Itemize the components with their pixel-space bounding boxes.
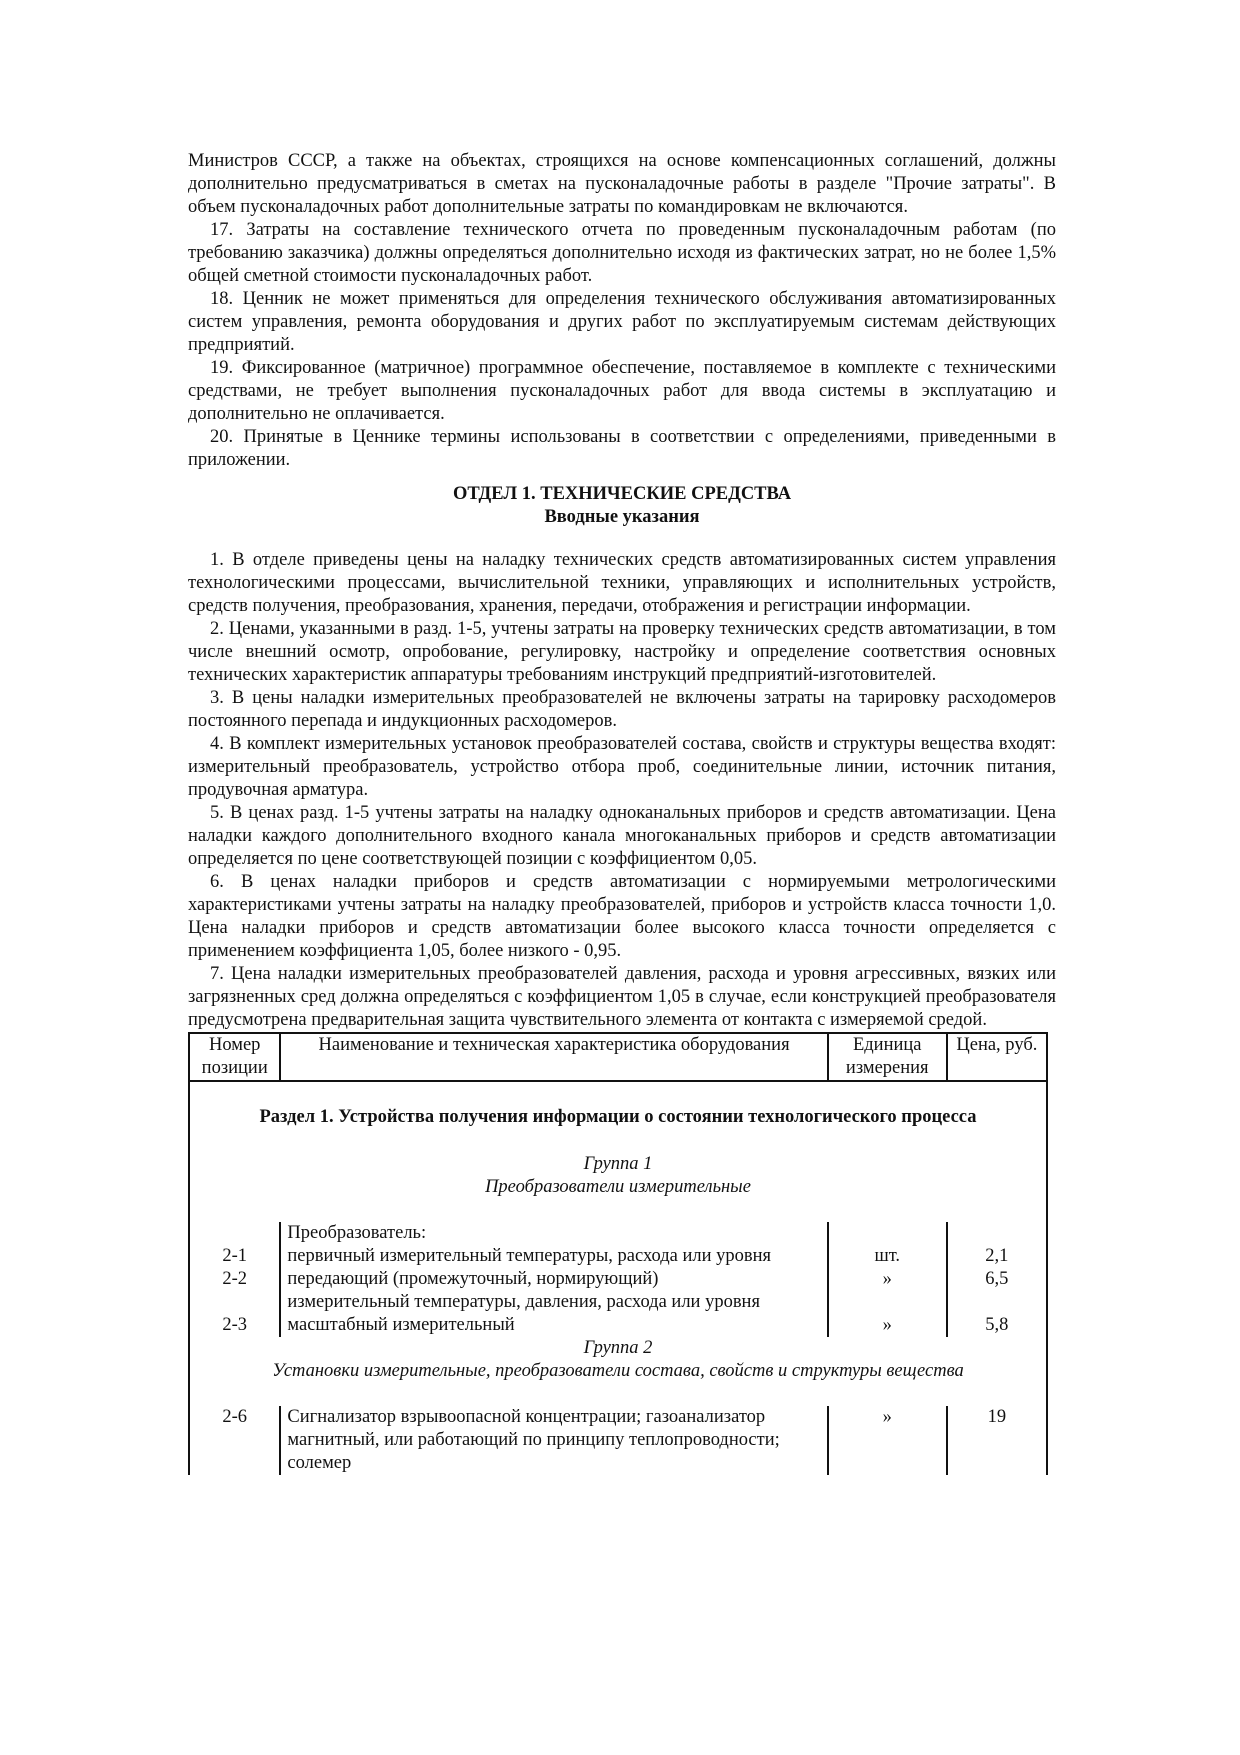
instruction-5: 5. В ценах разд. 1-5 учтены затраты на наладку одноканальных приборов и средств автоматизации. Цена наладки каждого дополнительного входного канала многоканальных приборов и средств автоматизации определяется по цене соответствующей позиции с коэффициентом 0,05. — [188, 803, 1056, 869]
table-row — [189, 1314, 1047, 1337]
price-table — [188, 1032, 1048, 1475]
table-row — [189, 1245, 1047, 1268]
paragraph-18: 18. Ценник не может применяться для определения технического обслуживания автоматизированных систем управления, ремонта оборудования и других работ по эксплуатируемым системам действующих предприятий. — [188, 289, 1056, 355]
group-2-name: Установки измерительные, преобразователи состава, свойств и структуры вещества — [189, 1360, 1047, 1383]
table-row — [189, 1222, 1047, 1245]
section-title: Раздел 1. Устройства получения информации о состоянии технологического процесса — [189, 1081, 1047, 1153]
paragraph-17: 17. Затраты на составление технического отчета по проведенным пусконаладочным работам (по требованию заказчика) должны определяться дополнительно исходя из фактических затрат, но не более 1,5% общей сметной стоимости пусконаладочных работ. — [188, 220, 1056, 286]
section-row — [189, 1081, 1047, 1153]
header-position-number: Номер позиции — [189, 1033, 280, 1081]
paragraph-continued: Министров СССР, а также на объектах, строящихся на основе компенсационных соглашений, должны дополнительно предусматриваться в сметах на пусконаладочные работы в разделе "Прочие затраты". В объем пусконаладочных работ дополнительные затраты по командировкам не включаются. — [188, 151, 1056, 217]
instruction-7: 7. Цена наладки измерительных преобразователей давления, расхода и уровня агрессивных, вязких или загрязненных сред должна определяться с коэффициентом 1,05 в случае, если конструкцией преобразователя предусмотрена предварительная защита чувствительного элемента от контакта с измеряемой средой. — [188, 964, 1056, 1030]
cell-unit — [828, 1222, 947, 1245]
spacer-row — [189, 1383, 1047, 1406]
cell-name: измерительный температуры, давления, расхода или уровня — [280, 1291, 827, 1314]
department-title: ОТДЕЛ 1. ТЕХНИЧЕСКИЕ СРЕДСТВА — [452, 484, 792, 504]
cell-num: 2-2 — [189, 1268, 280, 1291]
instruction-4: 4. В комплект измерительных установок преобразователей состава, свойств и структуры вещества входят: измерительный преобразователь, устройство отбора проб, соединительные линии, источник питания, продувочная арматура. — [188, 734, 1056, 800]
group-2-title: Группа 2 — [189, 1337, 1047, 1360]
cell-num: 2-1 — [189, 1245, 280, 1268]
cell-name: первичный измерительный температуры, расхода или уровня — [280, 1245, 827, 1268]
instruction-6: 6. В ценах наладки приборов и средств автоматизации с нормируемыми метрологическими характеристиками учтены затраты на наладку преобразователей, приборов и устройств класса точности 1,0. Цена наладки приборов и средств автоматизации более высокого класса точности определяется с применением коэффициента 1,05, более низкого - 0,95. — [188, 872, 1056, 961]
cell-num — [189, 1222, 280, 1245]
paragraph-20: 20. Принятые в Ценнике термины использованы в соответствии с определениями, приведенными в приложении. — [188, 427, 1056, 470]
table-row — [189, 1406, 1047, 1475]
cell-price — [947, 1291, 1047, 1314]
paragraph-19: 19. Фиксированное (матричное) программное обеспечение, поставляемое в комплекте с техническими средствами, не требует выполнения пусконаладочных работ для ввода системы в эксплуатацию и дополнительно не оплачивается. — [188, 358, 1056, 424]
cell-name: Сигнализатор взрывоопасной концентрации; газоанализатор магнитный, или работающий по принципу теплопроводности; солемер — [280, 1406, 827, 1475]
cell-num: 2-6 — [189, 1406, 280, 1475]
cell-name: Преобразователь: — [280, 1222, 827, 1245]
group-1-title: Группа 1 — [189, 1153, 1047, 1176]
table-header-row — [189, 1033, 1047, 1081]
document-page — [188, 150, 1056, 1475]
section-subtitle: Вводные указания — [544, 507, 700, 527]
cell-num — [189, 1291, 280, 1314]
cell-num: 2-3 — [189, 1314, 280, 1337]
cell-price: 6,5 — [947, 1268, 1047, 1291]
header-unit: Единица измерения — [828, 1033, 947, 1081]
group-name-row — [189, 1176, 1047, 1199]
group-title-row — [189, 1153, 1047, 1176]
cell-unit: шт. — [828, 1245, 947, 1268]
cell-unit: » — [828, 1314, 947, 1337]
header-price: Цена, руб. — [947, 1033, 1047, 1081]
group-name-row — [189, 1360, 1047, 1383]
cell-name: передающий (промежуточный, нормирующий) — [280, 1268, 827, 1291]
cell-price: 2,1 — [947, 1245, 1047, 1268]
cell-price — [947, 1222, 1047, 1245]
cell-unit — [828, 1291, 947, 1314]
spacer-row — [189, 1199, 1047, 1222]
cell-unit: » — [828, 1406, 947, 1475]
instruction-1: 1. В отделе приведены цены на наладку технических средств автоматизированных систем управления технологическими процессами, вычислительной техники, управляющих и исполнительных устройств, средств получения, преобразования, хранения, передачи, отображения и регистрации информации. — [188, 550, 1056, 616]
cell-unit: » — [828, 1268, 947, 1291]
header-equipment-name: Наименование и техническая характеристика оборудования — [280, 1033, 827, 1081]
table-row — [189, 1291, 1047, 1314]
table-row — [189, 1268, 1047, 1291]
cell-price: 19 — [947, 1406, 1047, 1475]
cell-price: 5,8 — [947, 1314, 1047, 1337]
group-1-name: Преобразователи измерительные — [189, 1176, 1047, 1199]
instruction-3: 3. В цены наладки измерительных преобразователей не включены затраты на тарировку расходомеров постоянного перепада и индукционных расходомеров. — [188, 688, 1056, 731]
instruction-2: 2. Ценами, указанными в разд. 1-5, учтены затраты на проверку технических средств автоматизации, в том числе внешний осмотр, опробование, регулировку, настройку и определение соответствия основных технических характеристик аппаратуры требованиям инструкций предприятий-изготовителей. — [188, 619, 1056, 685]
group-title-row — [189, 1337, 1047, 1360]
cell-name: масштабный измерительный — [280, 1314, 827, 1337]
